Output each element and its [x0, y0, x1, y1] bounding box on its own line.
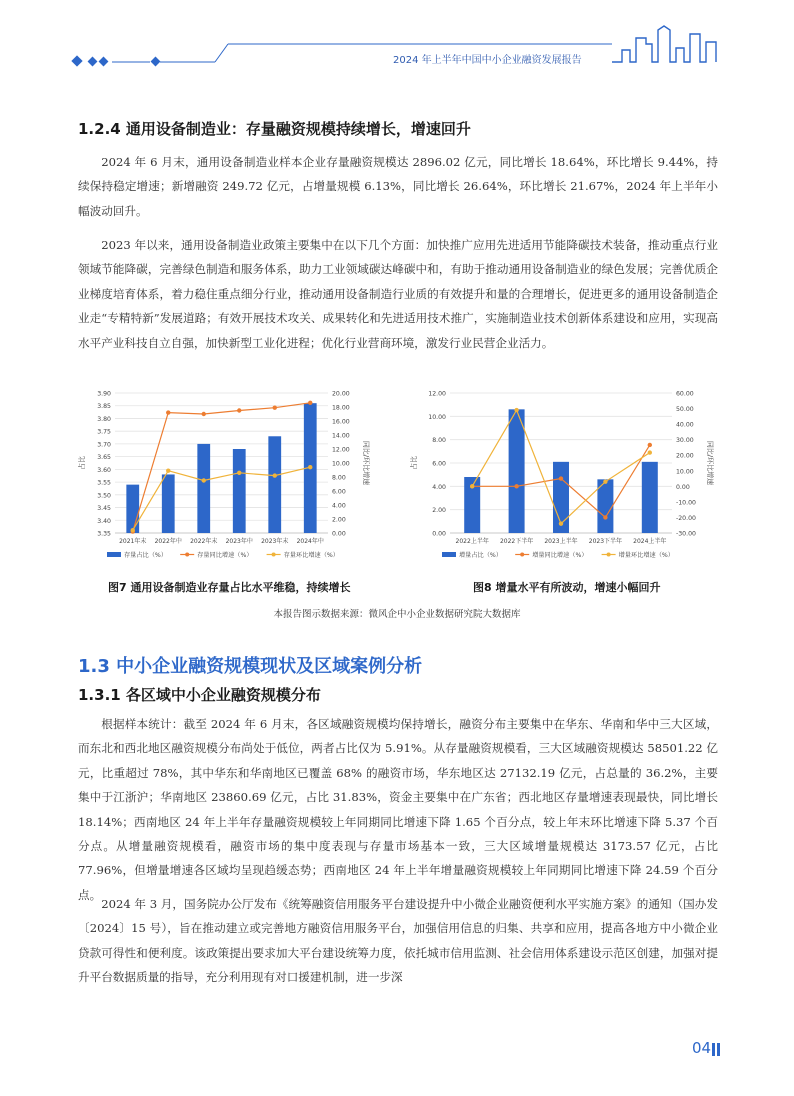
legend-label: 增量环比增速（%） — [618, 552, 674, 559]
y-tick-label-right: -30.00 — [676, 530, 696, 538]
page-number-bars-icon — [712, 1041, 722, 1060]
y-tick-label-right: 60.00 — [676, 390, 694, 398]
section-heading-1-3: 1.3 中小企业融资规模现状及区域案例分析 — [78, 656, 423, 677]
y-tick-label-right: 30.00 — [676, 437, 694, 445]
x-tick-label: 2021年末 — [119, 538, 147, 545]
bar — [162, 474, 175, 533]
figure-8-chart — [410, 385, 720, 575]
y-tick-label-right: 6.00 — [332, 488, 346, 496]
paragraph: 2023 年以来，通用设备制造业政策主要集中在以下几个方面：加快推广应用先进适用节能降碳技术装备，推动重点行业领域节能降碳，完善绿色制造和服务体系，助力工业领域碳达峰碳中和，有助于推动通用设备制造业的绿色发展；完善优质企业梯度培育体系，着力稳住重点细分行业，推动通用设备制造行业质的有效提升和量的合理增长，促进更多的通用设备制造企业走“专精特新”发展道路；有效开展技术攻关、成果转化和先进适用技术推广，实施制造业技术创新体系建设和应用，实现高水平产业科技自立自强，加快新型工业化进程；优化行业营商环境，激发行业民营企业活力。 — [78, 238, 718, 350]
y-tick-label-right: 10.00 — [332, 460, 350, 468]
diamond-icon — [151, 57, 161, 67]
y-tick-label-left: 8.00 — [432, 437, 446, 445]
figure-7-chart — [78, 385, 378, 575]
y-tick-label-left: 3.35 — [97, 530, 111, 538]
figure-7-caption: 图7 通用设备制造业存量占比水平维稳，持续增长 — [108, 581, 351, 594]
x-tick-label: 2022年末 — [190, 538, 218, 545]
paragraph: 根据样本统计：截至 2024 年 6 月末，各区域融资规模均保持增长，融资分布主要集中在华东、华南和华中三大区域，而东北和西北地区融资规模分布尚处于低位，两者占比仅为 5.91%。从存量融资规模看，三大区域融资规模达 58501.22 亿元，比重超过 78%，其中华东和华南地区已覆盖 68% 的融资市场，华东地区达 27132.19 亿元，占总量的 36.2%，主要集中于江浙沪；华南地区 23860.69 亿元，占比 31.83%，资金主要集中在广东省；西北地区存量增速表现最快，同比增长 18.14%；西南地区 24 年上半年存量融资规模较上年同期同比增速下降 1.65 个百分点，较上年末环比增速下降 5.37 个百分点。从增量融资规模看，融资市场的集中度表现与存量市场基本一致，三大区域增量规模达 3173.57 亿元，占比 77.96%，但增量增速各区域均呈现趋缓态势；西南地区 24 年上半年增量融资规模较上年同期同比增速下降 24.59 个百分点。 — [78, 717, 718, 902]
x-tick-label: 2022年中 — [154, 538, 182, 545]
legend-label: 存量同比增速（%） — [197, 552, 253, 559]
x-tick-label: 2022下半年 — [499, 538, 534, 545]
data-point — [273, 406, 277, 410]
y-axis-title-right: 同比/环比增速 — [362, 440, 370, 486]
y-tick-label-right: 0.00 — [676, 483, 690, 491]
data-point — [603, 479, 607, 483]
y-tick-label-left: 6.00 — [432, 460, 446, 468]
data-point — [514, 484, 518, 488]
bar — [268, 436, 281, 533]
legend-swatch — [442, 552, 456, 557]
y-tick-label-left: 3.55 — [97, 479, 111, 487]
data-point — [603, 515, 607, 519]
y-tick-label-right: 50.00 — [676, 406, 694, 414]
figure-8-caption: 图8 增量水平有所波动，增速小幅回升 — [473, 581, 661, 594]
y-tick-label-left: 3.90 — [97, 390, 111, 398]
city-skyline-icon — [612, 26, 716, 62]
data-point — [273, 473, 277, 477]
data-point — [131, 528, 135, 532]
bar — [233, 449, 246, 533]
legend-label: 增量同比增速（%） — [532, 552, 588, 559]
y-tick-label-right: -10.00 — [676, 499, 696, 507]
y-tick-label-right: 4.00 — [332, 502, 346, 510]
data-point — [202, 412, 206, 416]
data-point — [559, 476, 563, 480]
y-tick-label-left: 3.75 — [97, 428, 111, 436]
y-tick-label-right: 8.00 — [332, 474, 346, 482]
data-point — [559, 521, 563, 525]
bar — [126, 485, 139, 533]
legend-swatch — [607, 553, 611, 557]
legend-swatch — [520, 553, 524, 557]
data-point — [237, 408, 241, 412]
x-tick-label: 2023年末 — [261, 538, 289, 545]
series-line — [133, 403, 311, 532]
y-axis-title-left: 占比 — [410, 456, 418, 470]
legend-swatch — [272, 553, 276, 557]
bar — [509, 409, 525, 533]
y-tick-label-right: -20.00 — [676, 514, 696, 522]
legend-label: 增量占比（%） — [459, 552, 503, 559]
y-tick-label-left: 3.50 — [97, 492, 111, 500]
data-point — [308, 465, 312, 469]
data-point — [202, 478, 206, 482]
legend-label: 存量占比（%） — [124, 552, 168, 559]
section-heading-1-3-1: 1.3.1 各区域中小企业融资规模分布 — [78, 686, 321, 704]
y-tick-label-left: 3.80 — [97, 415, 111, 423]
y-tick-label-right: 16.00 — [332, 418, 350, 426]
y-tick-label-right: 18.00 — [332, 404, 350, 412]
y-tick-label-right: 40.00 — [676, 421, 694, 429]
x-tick-label: 2024年中 — [296, 538, 324, 545]
paragraph: 2024 年 3 月，国务院办公厅发布《统筹融资信用服务平台建设提升中小微企业融资便利水平实施方案》的通知（国办发〔2024〕15 号），旨在推动建立或完善地方融资信用服务平台，加强信用信息的归集、共享和应用，提高各地方中小微企业贷款可得性和便利度。该政策提出要求加大平台建设统筹力度，依托城市信用监测、社会信用体系建设示范区创建，加强对提升平台数据质量的指导，充分利用现有对口援建机制，进一步深 — [78, 897, 718, 985]
y-tick-label-left: 12.00 — [428, 390, 446, 398]
data-point — [514, 408, 518, 412]
y-tick-label-left: 3.45 — [97, 505, 111, 513]
report-title: 2024 年上半年中国中小企业融资发展报告 — [393, 55, 582, 66]
y-tick-label-left: 0.00 — [432, 530, 446, 538]
y-tick-label-right: 10.00 — [676, 468, 694, 476]
data-point — [648, 450, 652, 454]
series-line — [133, 467, 311, 530]
x-tick-label: 2023下半年 — [588, 538, 623, 545]
x-tick-label: 2023年中 — [225, 538, 253, 545]
data-point — [470, 484, 474, 488]
data-point — [166, 469, 170, 473]
y-axis-title-right: 同比/环比增速 — [706, 440, 714, 486]
y-tick-label-right: 20.00 — [332, 390, 350, 398]
page-number: 04 — [692, 1039, 712, 1057]
diamond-icon — [71, 55, 82, 66]
legend-swatch — [185, 553, 189, 557]
bar — [642, 462, 658, 533]
page-header — [0, 0, 794, 80]
legend-swatch — [107, 552, 121, 557]
bar — [197, 444, 210, 533]
y-tick-label-right: 20.00 — [676, 452, 694, 460]
data-point — [166, 410, 170, 414]
y-tick-label-left: 4.00 — [432, 483, 446, 491]
y-tick-label-left: 3.65 — [97, 454, 111, 462]
x-tick-label: 2023上半年 — [544, 538, 578, 545]
y-tick-label-right: 12.00 — [332, 446, 350, 454]
y-tick-label-left: 3.40 — [97, 517, 111, 525]
legend-label: 存量环比增速（%） — [283, 552, 339, 559]
paragraph: 2024 年 6 月末，通用设备制造业样本企业存量融资规模达 2896.02 亿元，同比增长 18.64%，环比增长 9.44%，持续保持稳定增速；新增融资 249.72 亿元，占增量规模 6.13%，同比增长 26.64%，环比增长 21.67%，2024 年上半年小幅波动回升。 — [78, 155, 718, 218]
y-axis-title-left: 占比 — [78, 456, 86, 470]
data-point — [648, 443, 652, 447]
y-tick-label-right: 2.00 — [332, 516, 346, 524]
diamond-icon — [99, 57, 109, 67]
header-decoration — [0, 0, 794, 80]
y-tick-label-left: 10.00 — [428, 413, 446, 421]
data-source-note: 本报告图示数据来源：微风企中小企业数据研究院大数据库 — [273, 609, 521, 620]
y-tick-label-left: 3.85 — [97, 403, 111, 411]
y-tick-label-left: 3.60 — [97, 466, 111, 474]
y-tick-label-left: 2.00 — [432, 507, 446, 515]
y-tick-label-right: 14.00 — [332, 432, 350, 440]
diamond-icon — [88, 57, 98, 67]
y-tick-label-right: 0.00 — [332, 530, 346, 538]
data-point — [308, 401, 312, 405]
y-tick-label-left: 3.70 — [97, 441, 111, 449]
data-point — [237, 471, 241, 475]
x-tick-label: 2024上半年 — [633, 538, 667, 545]
x-tick-label: 2022上半年 — [455, 538, 489, 545]
section-heading-1-2-4: 1.2.4 通用设备制造业：存量融资规模持续增长，增速回升 — [78, 120, 471, 138]
